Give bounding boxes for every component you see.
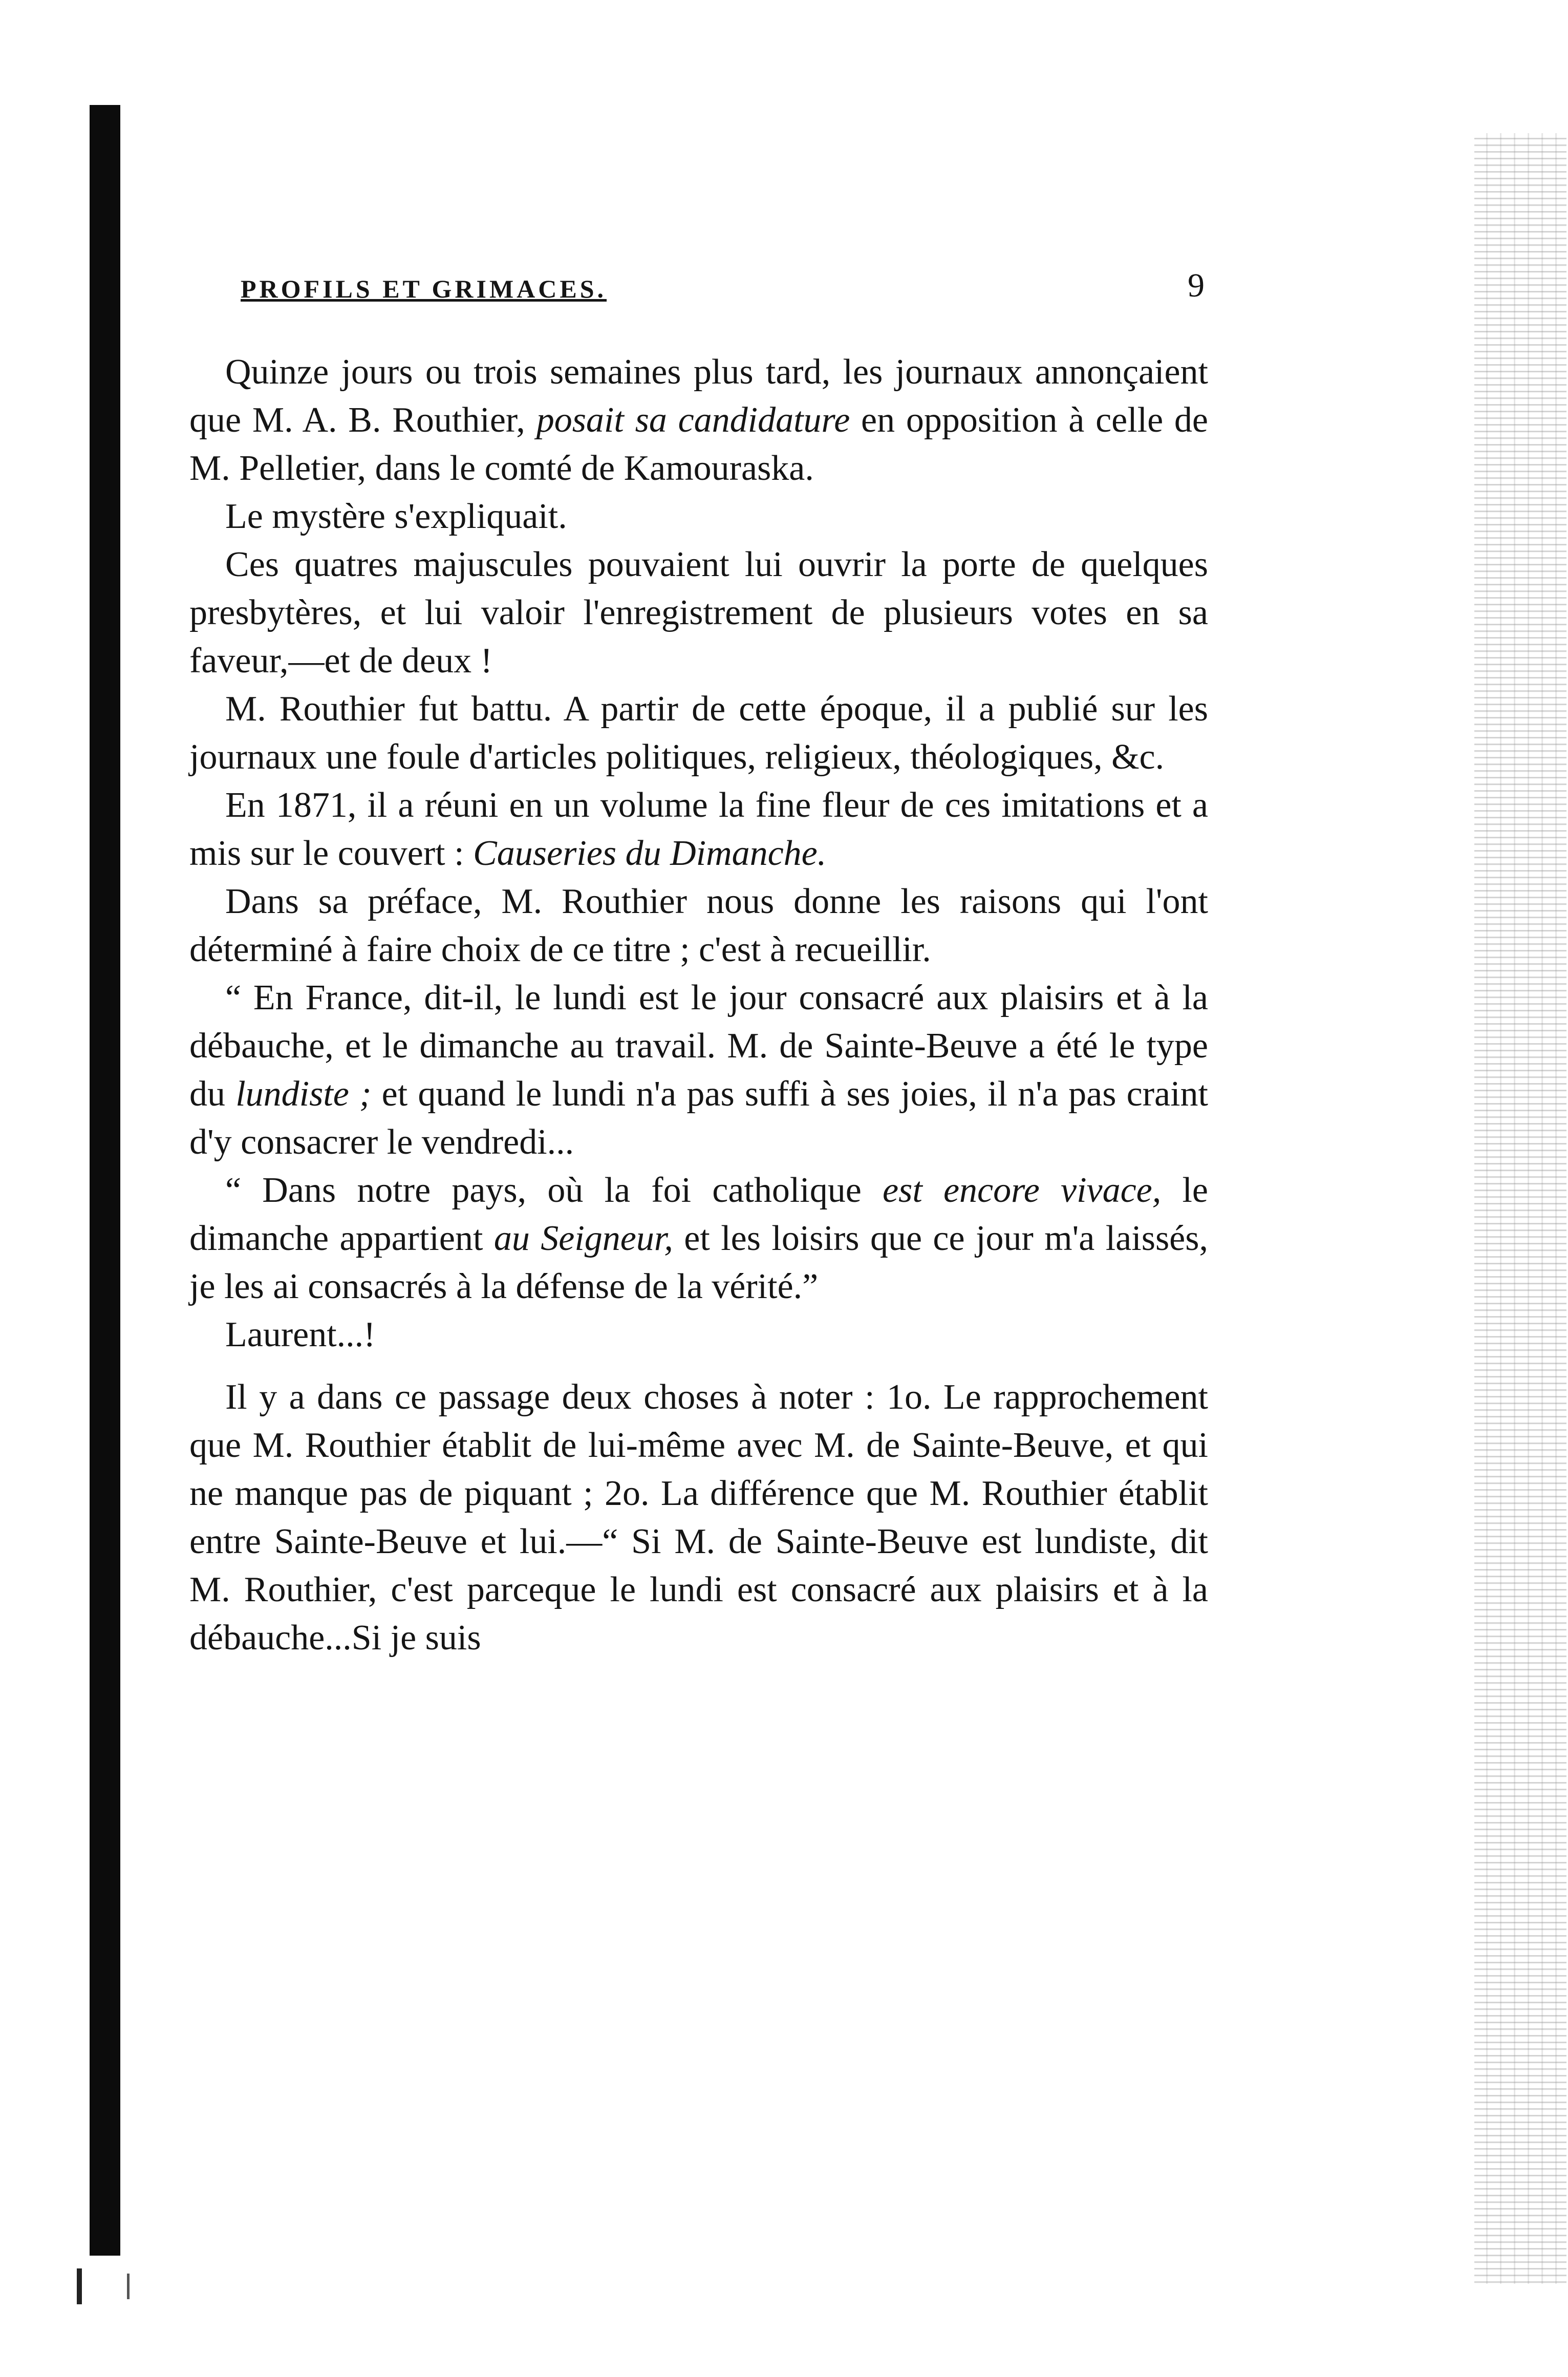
text-run: en opposition à celle de M. Pelletier, dans le comté de Kamouraska. <box>189 400 1209 488</box>
italic-text: au Seigneur, <box>493 1219 673 1258</box>
italic-text: est encore vivace, <box>883 1171 1162 1210</box>
italic-text: posait sa candidature <box>536 400 850 440</box>
paragraph <box>189 348 1208 493</box>
italic-text: lundiste ; <box>235 1074 372 1114</box>
text-run: “ Dans notre pays, où la foi catholique <box>225 1171 883 1210</box>
paragraph <box>189 1166 1208 1311</box>
text-run: Dans sa préface, M. Routhier nous donne les raisons qui l'ont déterminé à faire choix de ce titre ; c'est à recueillir. <box>189 882 1208 969</box>
paragraph <box>189 493 1208 541</box>
italic-text: Causeries du Dimanche. <box>473 834 827 873</box>
text-run: Il y a dans ce passage deux choses à noter : 1o. Le rapprochement que M. Routhier établit de lui-même avec M. de Sainte-Beuve, et qui ne manque pas de piquant ; 2o. La différence que M. Routhier établit entre Sainte-Beuve et lui.—“ Si M. de Sainte-Beuve est lundiste, dit M. Routhier, c'est parceque le lundi est consacré aux plaisirs et à la débauche...Si je suis <box>189 1377 1208 1658</box>
scan-edge-mark <box>77 2268 82 2304</box>
paragraph <box>189 974 1208 1166</box>
paragraph <box>189 781 1208 878</box>
text-run: Ces quatres majuscules pouvaient lui ouvrir la porte de quelques presbytères, et lui valoir l'enregistrement de plusieurs votes en sa faveur,—et de deux ! <box>189 545 1208 681</box>
text-run: et quand le lundi n'a pas suffi à ses joies, il n'a pas craint d'y consacrer le vendredi... <box>189 1074 1209 1162</box>
scan-edge-mark <box>127 2274 130 2299</box>
text-run: En 1871, il a réuni en un volume la fine fleur de ces imitations et a mis sur le couvert : <box>189 786 1208 873</box>
text-run: Le mystère s'expliquait. <box>225 497 567 536</box>
body-text <box>189 348 1208 1662</box>
paragraph <box>189 1373 1208 1662</box>
scan-edge-right <box>1474 133 1566 2284</box>
text-run: M. Routhier fut battu. A partir de cette époque, il a publié sur les journaux une foule d'articles politiques, religieux, théologiques, &c. <box>189 689 1208 777</box>
scan-edge-left <box>90 105 120 2256</box>
running-title: PROFILS ET GRIMACES. <box>241 274 607 303</box>
text-run: “ En France, dit-il, le lundi est le jour consacré aux plaisirs et à la débauche, et le dimanche au travail. M. de Sainte-Beuve a été le type du <box>189 978 1208 1114</box>
text-run: le dimanche appartient <box>189 1171 1208 1258</box>
paragraph <box>189 878 1208 974</box>
page-number: 9 <box>1188 267 1205 304</box>
text-run: Quinze jours ou trois semaines plus tard, les journaux annonçaient que M. A. B. Routhier, <box>189 352 1208 440</box>
paragraph <box>189 541 1208 685</box>
paragraph <box>189 1311 1208 1359</box>
text-run: et les loisirs que ce jour m'a laissés, je les ai consacrés à la défense de la vérité.” <box>189 1219 1208 1306</box>
text-run: Laurent...! <box>225 1315 376 1354</box>
paragraph <box>189 685 1208 781</box>
